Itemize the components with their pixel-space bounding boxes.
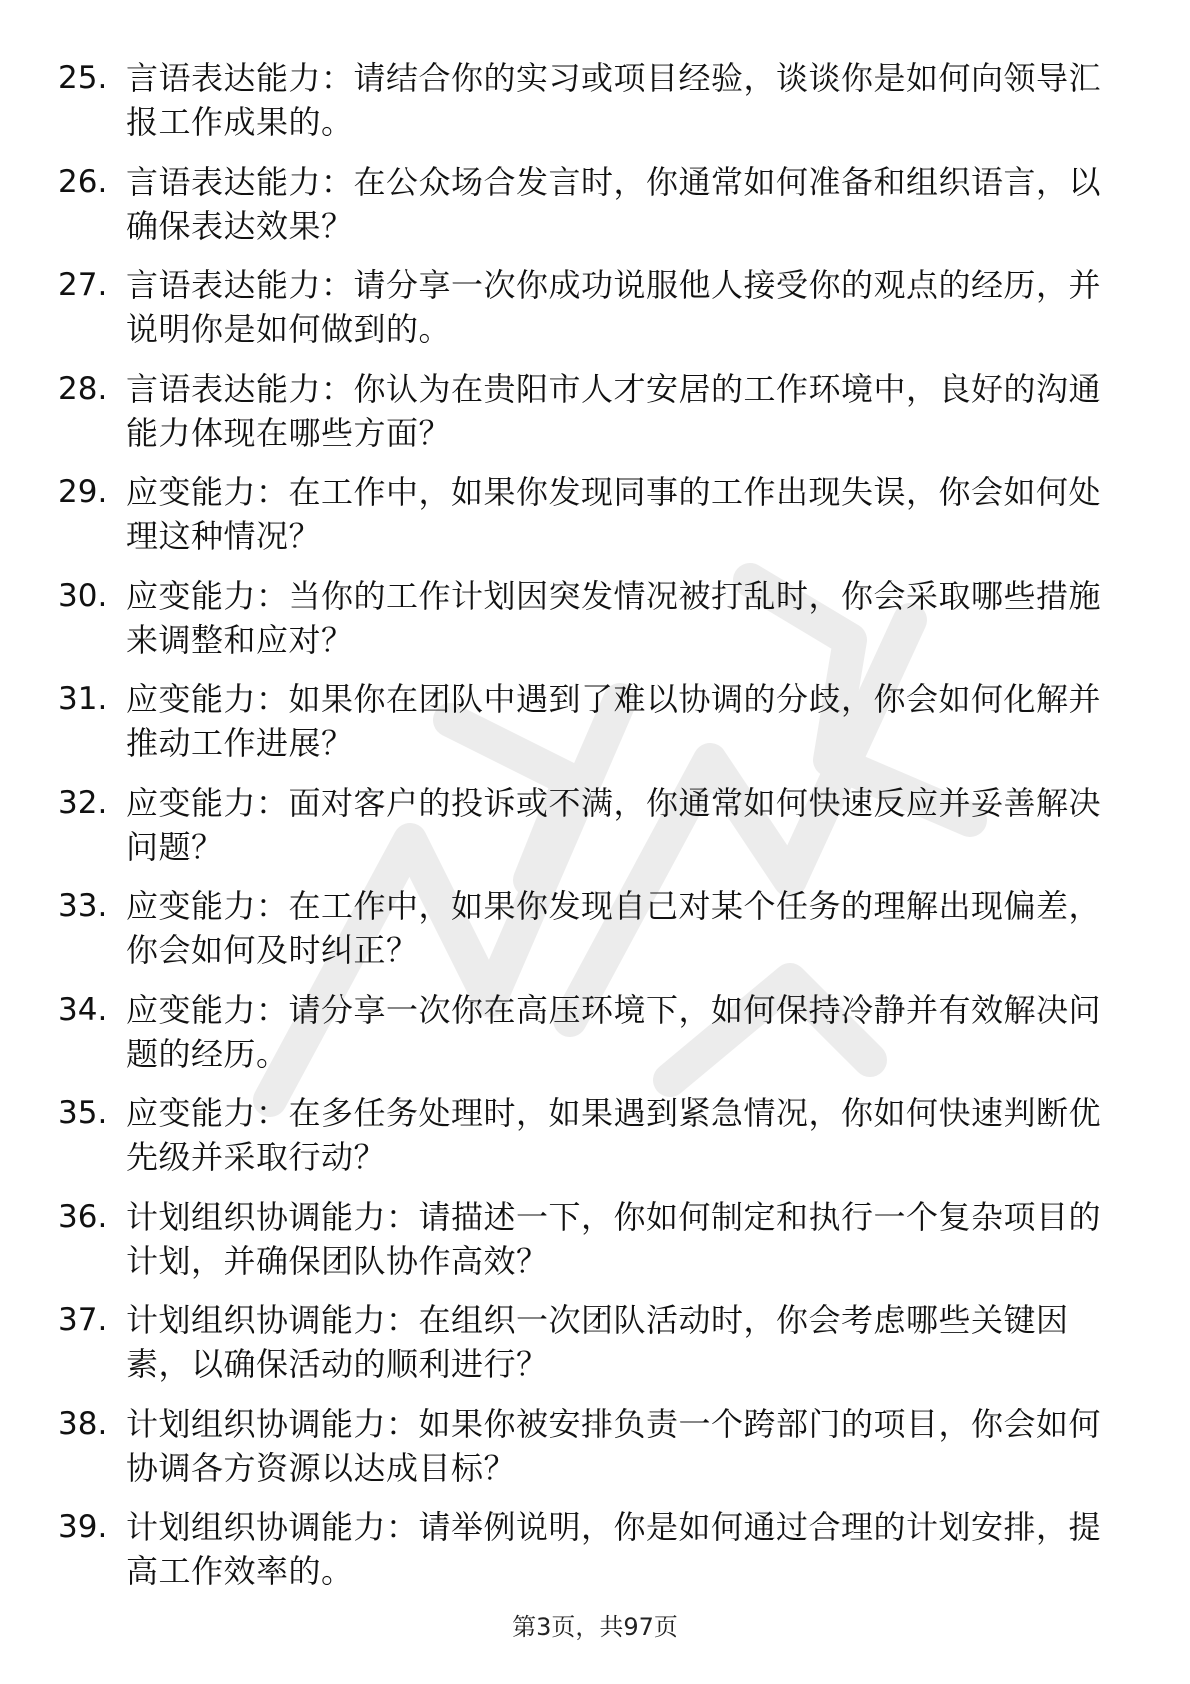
question-item: [0, 1087, 1190, 1191]
question-item: [0, 1501, 1190, 1605]
question-item: [0, 52, 1190, 156]
question-number: 32.: [58, 784, 108, 821]
question-item: [0, 156, 1190, 260]
question-text: 计划组织协调能力：在组织一次团队活动时，你会考虑哪些关键因素，以确保活动的顺利进行？: [126, 1301, 1069, 1383]
question-number: 36.: [58, 1198, 108, 1235]
question-text: 计划组织协调能力：请描述一下，你如何制定和执行一个复杂项目的计划，并确保团队协作高效？: [126, 1197, 1102, 1280]
question-item: [0, 363, 1190, 467]
question-item: [0, 1191, 1190, 1295]
question-text: 应变能力：在工作中，如果你发现自己对某个任务的理解出现偏差，你会如何及时纠正？: [126, 887, 1102, 969]
question-number: 25.: [58, 60, 108, 96]
question-number: 39.: [58, 1509, 108, 1545]
question-number: 34.: [58, 991, 108, 1028]
question-item: [0, 1398, 1190, 1502]
question-number: 27.: [58, 267, 108, 303]
question-text: 言语表达能力：请分享一次你成功说服他人接受你的观点的经历，并说明你是如何做到的。: [126, 266, 1102, 348]
question-text: 应变能力：如果你在团队中遇到了难以协调的分歧，你会如何化解并推动工作进展？: [126, 680, 1102, 762]
question-item: [0, 570, 1190, 674]
question-item: [0, 259, 1190, 363]
question-text: 应变能力：请分享一次你在高压环境下，如何保持冷静并有效解决问题的经历。: [126, 990, 1102, 1073]
question-number: 31.: [58, 681, 108, 717]
question-text: 应变能力：当你的工作计划因突发情况被打乱时，你会采取哪些措施来调整和应对？: [126, 576, 1102, 659]
question-item: [0, 777, 1190, 881]
question-item: [0, 1294, 1190, 1398]
question-text: 应变能力：面对客户的投诉或不满，你通常如何快速反应并妥善解决问题？: [126, 783, 1102, 866]
question-number: 35.: [58, 1095, 108, 1131]
question-text: 言语表达能力：你认为在贵阳市人才安居的工作环境中，良好的沟通能力体现在哪些方面？: [126, 369, 1102, 452]
question-text: 应变能力：在工作中，如果你发现同事的工作出现失误，你会如何处理这种情况？: [126, 473, 1102, 555]
question-item: [0, 466, 1190, 570]
question-number: 37.: [58, 1302, 108, 1338]
question-number: 28.: [58, 370, 108, 407]
page-number: 第3页，共97页: [512, 1613, 678, 1641]
question-text: 应变能力：在多任务处理时，如果遇到紧急情况，你如何快速判断优先级并采取行动？: [126, 1094, 1102, 1176]
question-item: [0, 880, 1190, 984]
question-text: 言语表达能力：在公众场合发言时，你通常如何准备和组织语言，以确保表达效果？: [126, 162, 1102, 245]
question-text: 计划组织协调能力：如果你被安排负责一个跨部门的项目，你会如何协调各方资源以达成目标？: [126, 1404, 1102, 1487]
question-number: 26.: [58, 163, 108, 200]
question-text: 计划组织协调能力：请举例说明，你是如何通过合理的计划安排，提高工作效率的。: [126, 1508, 1102, 1590]
question-list: [0, 52, 1190, 1605]
question-text: 言语表达能力：请结合你的实习或项目经验，谈谈你是如何向领导汇报工作成果的。: [126, 59, 1102, 141]
question-item: [0, 984, 1190, 1088]
question-number: 30.: [58, 577, 108, 614]
question-number: 33.: [58, 888, 108, 924]
question-number: 38.: [58, 1405, 108, 1442]
question-item: [0, 673, 1190, 777]
question-number: 29.: [58, 474, 108, 510]
